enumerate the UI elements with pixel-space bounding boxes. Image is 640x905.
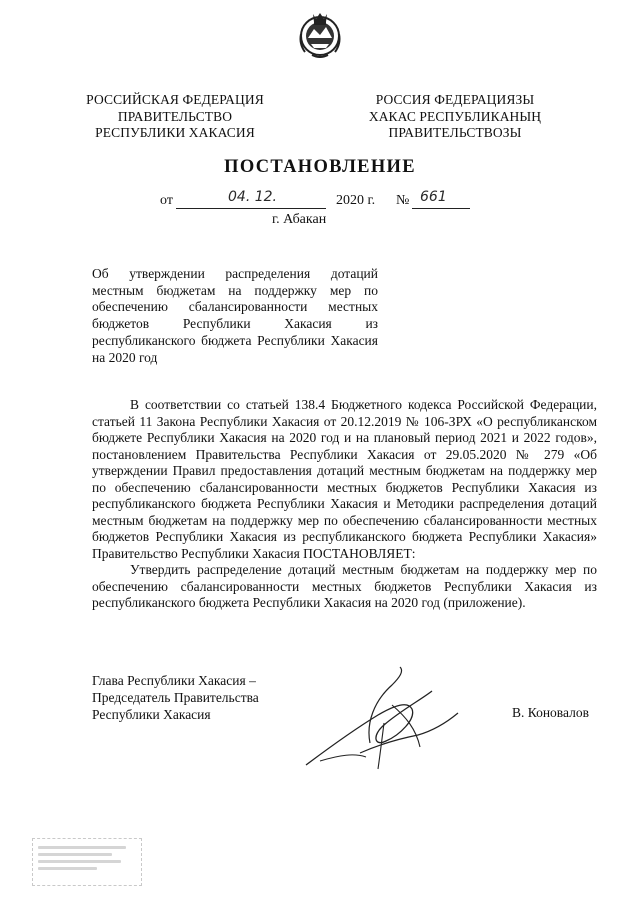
stamp-line [38, 867, 97, 870]
registration-stamp [32, 838, 142, 886]
header-right-line: ХАКАС РЕСПУБЛИКАНЫҢ [368, 108, 542, 124]
signatory-title-line: Глава Республики Хакасия – [92, 673, 256, 688]
header-left-line: РЕСПУБЛИКИ ХАКАСИЯ [95, 125, 255, 140]
header-khakas [360, 92, 550, 142]
stamp-line [38, 846, 126, 849]
body-paragraph: В соответствии со статьей 138.4 Бюджетного кодекса Российской Федерации, статьей 11 Закона Республики Хакасия от 20.12.2019 № 106-ЗРХ «О республиканском бюджете Республики Хакасия на 2020 год и на плановый период 2021 и 2022 годов», постановлением Правительства Республики Хакасия от 29.05.2020 № 279 «Об утверждении Правил предоставления дотаций местным бюджетам на поддержку мер по обеспечению сбалансированности местных бюджетов Республики Хакасия из республиканского бюджета Республики Хакасия и Методики распределения дотаций местным бюджетам на поддержку мер по обеспечению сбалансированности местных бюджетов Республики Хакасия из республиканского бюджета Республики Хакасия» Правительство Республики Хакасия ПОСТАНОВЛЯЕТ: [92, 397, 597, 561]
coat-of-arms-icon [297, 8, 343, 60]
body-paragraph: Утвердить распределение дотаций местным бюджетам на поддержку мер по обеспечению сбалансированности местных бюджетов Республики Хакасия из республиканского бюджета Республики Хакасия на 2020 год (приложение). [92, 562, 597, 610]
document-subject: Об утверждении распределения дотаций местным бюджетам на поддержку мер по обеспечению сбалансированности местных бюджетов Республики Хакасия из республиканского бюджета Республики Хакасия на 2020 год [92, 266, 378, 365]
header-right-line: РОССИЯ ФЕДЕРАЦИЯЗЫ [375, 92, 535, 107]
document-body [92, 397, 597, 612]
header-left-line: ПРАВИТЕЛЬСТВО [117, 108, 233, 124]
number-sign: № [396, 193, 410, 208]
stamp-line [38, 853, 112, 856]
stamp-line [38, 860, 121, 863]
date-handwritten: 04. 12. [228, 189, 277, 205]
header-right-line: ПРАВИТЕЛЬСТВОЗЫ [388, 125, 522, 140]
header-left-line: РОССИЙСКАЯ ФЕДЕРАЦИЯ [86, 92, 264, 107]
city-label: г. Абакан [272, 212, 327, 227]
signatory-title [92, 672, 259, 723]
document-type-title: ПОСТАНОВЛЕНИЕ [224, 157, 416, 177]
signatory-name: В. Коновалов [512, 705, 589, 720]
header-russian [80, 92, 270, 142]
number-handwritten: 661 [420, 189, 447, 205]
handwritten-signature [300, 665, 470, 775]
signatory-title-line: Республики Хакасия [92, 707, 211, 722]
signatory-title-line: Председатель Правительства [92, 690, 259, 705]
year-label: 2020 г. [336, 193, 376, 208]
date-prefix: от [160, 193, 173, 208]
